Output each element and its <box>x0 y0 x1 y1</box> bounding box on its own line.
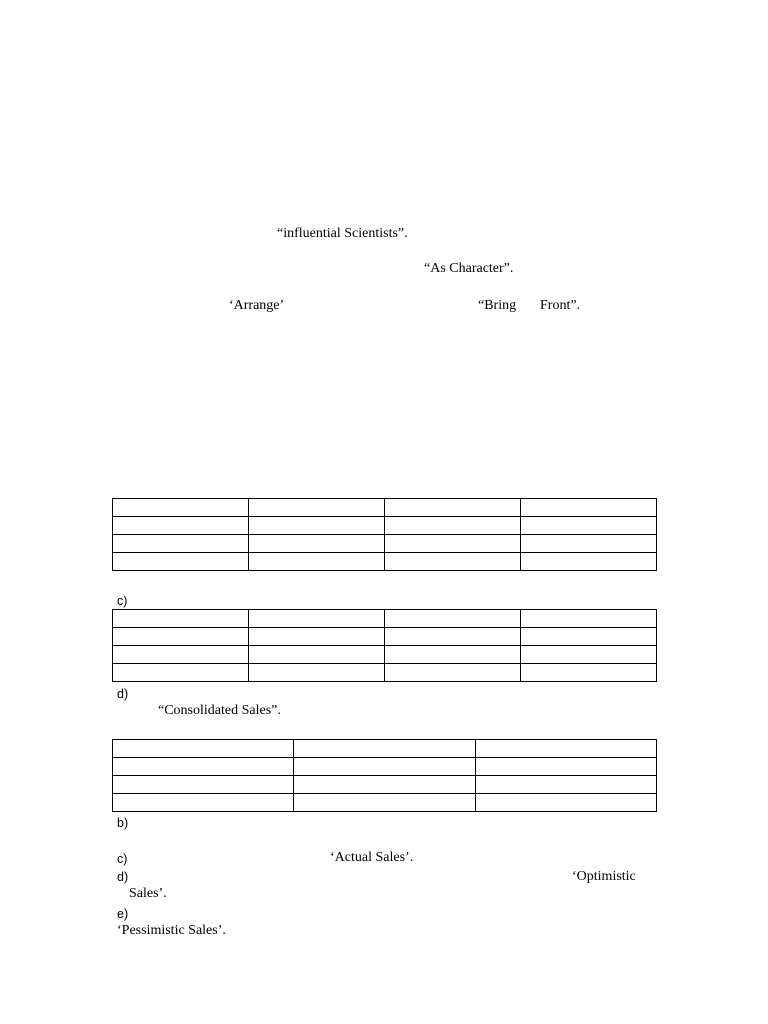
table-row <box>113 664 657 682</box>
list-marker-c: c) <box>117 594 128 608</box>
table-3 <box>112 739 657 812</box>
table-cell <box>113 646 249 664</box>
table-cell <box>113 794 294 812</box>
text-as-character: “As Character”. <box>424 261 514 276</box>
list-marker-c: c) <box>117 852 128 866</box>
table-cell <box>113 664 249 682</box>
table-cell <box>113 740 294 758</box>
table-cell <box>113 758 294 776</box>
table-cell <box>521 499 657 517</box>
table-cell <box>385 553 521 571</box>
table-row <box>113 794 657 812</box>
table-cell <box>249 664 385 682</box>
table-cell <box>249 535 385 553</box>
text-sales: Sales’. <box>129 886 167 901</box>
table-cell <box>113 610 249 628</box>
table-cell <box>249 517 385 535</box>
table-cell <box>521 664 657 682</box>
text-bring: “Bring <box>478 298 517 313</box>
table-row <box>113 646 657 664</box>
list-marker-e: e) <box>117 907 129 921</box>
table-cell <box>294 758 475 776</box>
text-front: Front”. <box>540 298 581 313</box>
table-row <box>113 740 657 758</box>
table-row <box>113 499 657 517</box>
table-cell <box>385 628 521 646</box>
text-consolidated-sales: “Consolidated Sales”. <box>158 703 281 718</box>
table-cell <box>475 794 656 812</box>
table-cell <box>385 535 521 553</box>
table-cell <box>475 758 656 776</box>
table-cell <box>249 610 385 628</box>
table-1 <box>112 498 657 571</box>
text-pessimistic-sales: ‘Pessimistic Sales’. <box>117 923 226 938</box>
table-cell <box>113 553 249 571</box>
table-cell <box>113 776 294 794</box>
table-cell <box>294 776 475 794</box>
table-cell <box>249 553 385 571</box>
table-cell <box>521 535 657 553</box>
table-2 <box>112 609 657 682</box>
table-cell <box>385 610 521 628</box>
table-cell <box>113 517 249 535</box>
table-cell <box>521 646 657 664</box>
table-row <box>113 776 657 794</box>
list-marker-d: d) <box>117 870 129 884</box>
table-cell <box>249 646 385 664</box>
table-cell <box>113 628 249 646</box>
table-cell <box>521 610 657 628</box>
table-row <box>113 553 657 571</box>
table-cell <box>249 628 385 646</box>
table-cell <box>113 499 249 517</box>
text-actual-sales: ‘Actual Sales’. <box>330 850 414 865</box>
table-cell <box>521 517 657 535</box>
table-cell <box>475 776 656 794</box>
table-cell <box>385 517 521 535</box>
table-row <box>113 535 657 553</box>
table-cell <box>475 740 656 758</box>
table-cell <box>385 664 521 682</box>
table-cell <box>294 794 475 812</box>
text-influential-scientists: “influential Scientists”. <box>277 226 408 241</box>
text-arrange: ‘Arrange’ <box>229 298 285 313</box>
table-row <box>113 610 657 628</box>
text-optimistic: ‘Optimistic <box>572 869 636 884</box>
table-cell <box>294 740 475 758</box>
table-cell <box>113 535 249 553</box>
table-cell <box>385 499 521 517</box>
table-cell <box>385 646 521 664</box>
table-row <box>113 517 657 535</box>
table-cell <box>521 553 657 571</box>
table-cell <box>521 628 657 646</box>
list-marker-d: d) <box>117 687 129 701</box>
table-row <box>113 628 657 646</box>
table-row <box>113 758 657 776</box>
list-marker-b: b) <box>117 816 129 830</box>
table-cell <box>249 499 385 517</box>
